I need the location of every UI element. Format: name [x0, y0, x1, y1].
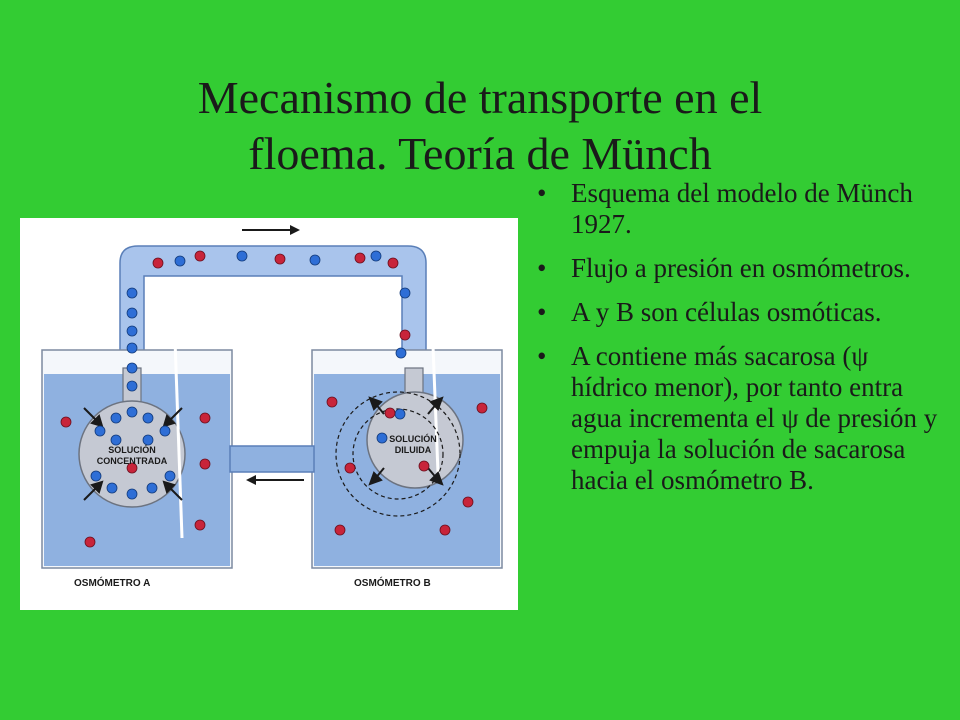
- bullet-item: • A contiene más sacarosa (ψ hídrico menor), por tanto entra agua incrementa el ψ de presión y empuja la solución de sacarosa hacia el osmómetro B.: [537, 341, 942, 496]
- bullet-item: • Esquema del modelo de Münch 1927.: [537, 178, 942, 240]
- slide-title: [0, 70, 960, 182]
- bullet-item: • Flujo a presión en osmómetros.: [537, 253, 942, 284]
- label-solution-a-line-2: CONCENTRADA: [96, 456, 168, 466]
- label-osmometer-a: OSMÓMETRO A: [74, 578, 151, 589]
- label-solution-b-line-2: DILUIDA: [394, 445, 432, 455]
- bullet-list: [537, 178, 942, 509]
- label-solution-b-line-1: SOLUCIÓN: [389, 434, 437, 444]
- lower-tube: [230, 446, 314, 472]
- flow-arrow-top: [242, 225, 300, 235]
- flow-arrow-bottom: [246, 475, 304, 485]
- munch-model-diagram: [20, 218, 518, 610]
- slide-title-line-2: floema. Teoría de Münch: [248, 128, 712, 179]
- label-osmometer-b: OSMÓMETRO B: [354, 578, 431, 589]
- slide-title-line-1: Mecanismo de transporte en el: [197, 72, 763, 123]
- diagram-svg: [20, 218, 518, 610]
- label-solution-a-line-1: SOLUCIÓN: [108, 445, 156, 455]
- bullet-item: • A y B son células osmóticas.: [537, 297, 942, 328]
